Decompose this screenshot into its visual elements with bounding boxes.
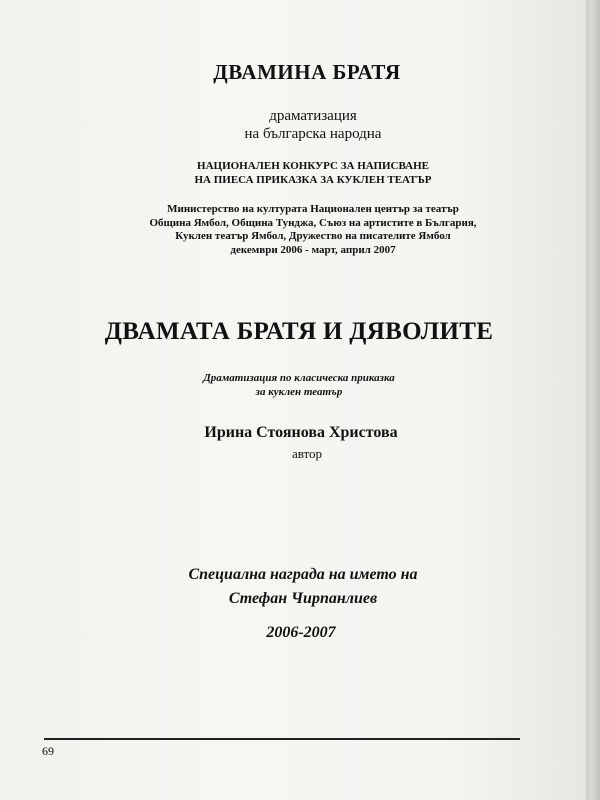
play-description-line-1: Драматизация по класическа приказка <box>203 372 395 384</box>
subtitle-line-1: драматизация <box>269 108 357 124</box>
award-line-2: Стефан Чирпанлиев <box>228 590 378 607</box>
author-name: Ирина Стоянова Христова <box>204 424 398 441</box>
organizers-line-4: декември 2006 - март, април 2007 <box>230 244 396 256</box>
page-edge-shadow <box>586 0 600 800</box>
play-description-line-2: за куклен театър <box>255 386 343 398</box>
award-line-1: Специална награда на името на <box>188 566 418 583</box>
organizers-line-2: Община Ямбол, Община Тунджа, Съюз на артистите в България, <box>149 217 477 229</box>
play-title: ДВАМАТА БРАТЯ И ДЯВОЛИТЕ <box>104 318 494 345</box>
author-role: автор <box>291 446 323 461</box>
organizers-line-1: Министерство на културата Национален център за театър <box>167 203 459 215</box>
contest-line-2: НА ПИЕСА ПРИКАЗКА ЗА КУКЛЕН ТЕАТЪР <box>194 174 432 186</box>
award-years: 2006-2007 <box>266 624 336 641</box>
subtitle-line-2: на българска народна <box>244 126 382 142</box>
page-number: 69 <box>42 744 54 758</box>
series-title: ДВАМИНА БРАТЯ <box>213 60 401 84</box>
organizers-line-3: Куклен театър Ямбол, Дружество на писателите Ямбол <box>175 230 451 242</box>
footer-divider <box>44 738 520 740</box>
contest-line-1: НАЦИОНАЛЕН КОНКУРС ЗА НАПИСВАНЕ <box>197 160 429 172</box>
